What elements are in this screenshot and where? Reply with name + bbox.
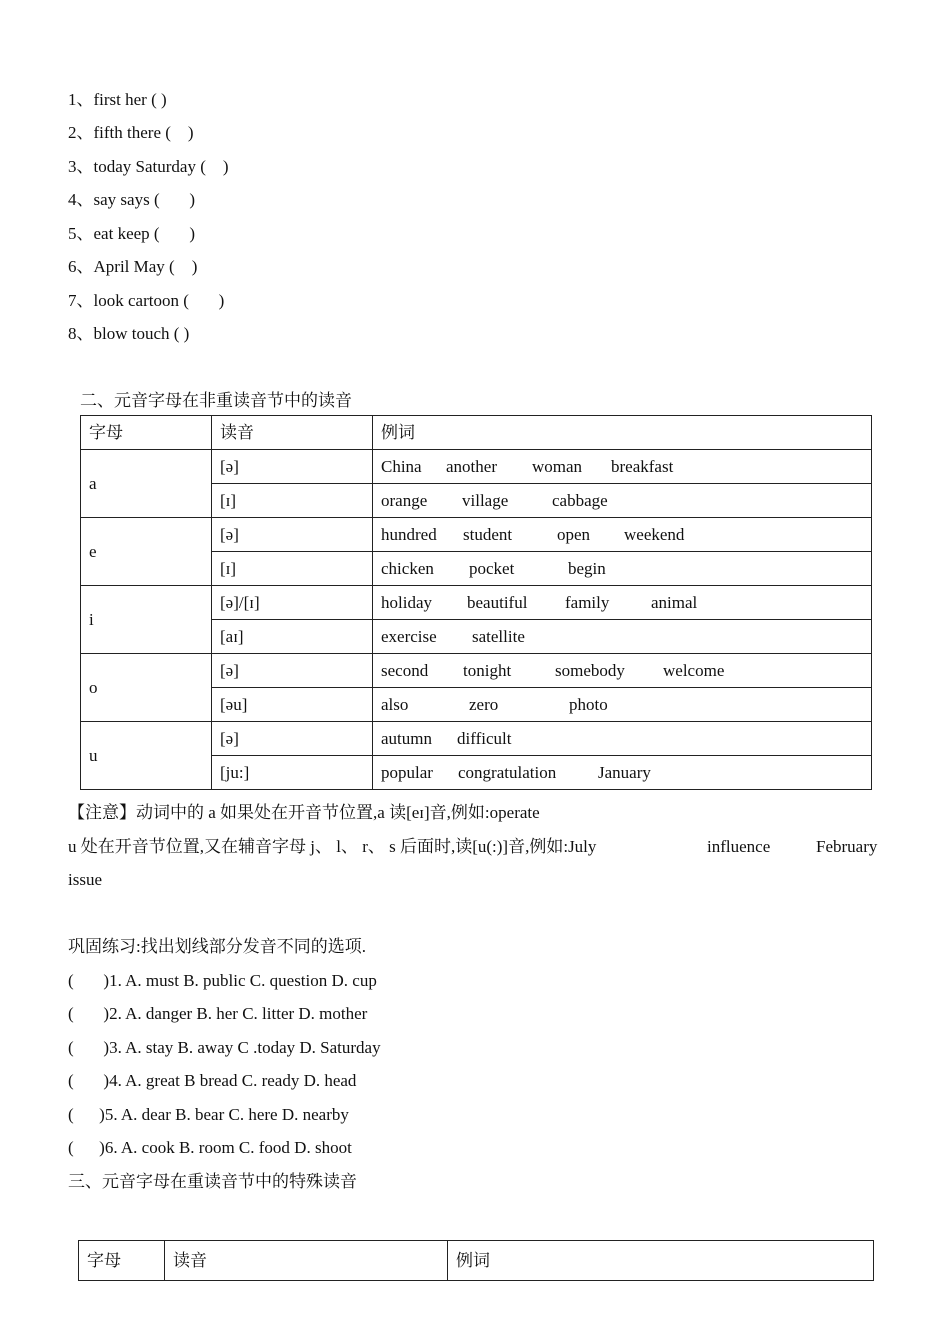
practice-item: ( )4. A. great B bread C. ready D. head [68, 1071, 357, 1090]
table-header-row [79, 1241, 874, 1281]
letter-cell: e [81, 518, 212, 586]
example-word: beautiful [467, 592, 528, 612]
table-row [81, 654, 872, 688]
example-word: cabbage [552, 490, 608, 510]
letter-cell: u [81, 722, 212, 790]
example-word: hundred [381, 524, 437, 544]
header-examples: 例词 [448, 1241, 874, 1281]
examples-cell [373, 484, 872, 518]
example-word: begin [568, 558, 606, 578]
example-word: China [381, 456, 422, 476]
note-line-1: 【注意】动词中的 a 如果处在开音节位置,a 读[eɪ]音,例如:operate [68, 803, 540, 822]
exercise1-item: 3、today Saturday ( ) [68, 157, 229, 176]
exercise1-item: 6、April May ( ) [68, 257, 198, 276]
header-sound: 读音 [212, 416, 373, 450]
sound-cell: [ə] [212, 450, 373, 484]
section2-title: 二、元音字母在非重读音节中的读音 [80, 391, 352, 410]
sound-cell: [aɪ] [212, 620, 373, 654]
sound-cell: [ɪ] [212, 552, 373, 586]
table-header-row [81, 416, 872, 450]
sound-cell: [ə] [212, 654, 373, 688]
sound-cell: [ɪ] [212, 484, 373, 518]
practice-item: ( )1. A. must B. public C. question D. cup [68, 971, 377, 990]
example-word: exercise [381, 626, 437, 646]
table-row [81, 450, 872, 484]
examples-cell [373, 654, 872, 688]
note-line-3: issue [68, 870, 102, 889]
note-word: influence [707, 837, 771, 856]
table-row [81, 722, 872, 756]
exercise1-item: 7、look cartoon ( ) [68, 291, 225, 310]
letter-cell: o [81, 654, 212, 722]
examples-cell [373, 450, 872, 484]
vowel-unstressed-table [80, 415, 872, 790]
sound-cell: [ə] [212, 722, 373, 756]
example-word: open [557, 524, 591, 544]
examples-cell [373, 552, 872, 586]
example-word: welcome [663, 660, 725, 680]
example-word: tonight [463, 660, 512, 680]
example-word: another [446, 456, 497, 476]
sound-cell: [ə]/[ɪ] [212, 586, 373, 620]
example-word: student [463, 524, 513, 544]
examples-cell [373, 586, 872, 620]
exercise1-item: 5、eat keep ( ) [68, 224, 195, 243]
example-word: weekend [624, 524, 685, 544]
example-word: second [381, 660, 429, 680]
example-word: breakfast [611, 456, 674, 476]
example-word: difficult [457, 728, 512, 748]
examples-cell [373, 722, 872, 756]
examples-cell [373, 688, 872, 722]
examples-cell [373, 756, 872, 790]
example-word: holiday [381, 592, 432, 612]
example-word: animal [651, 592, 698, 612]
example-word: autumn [381, 728, 432, 748]
exercise1-item: 8、blow touch ( ) [68, 324, 190, 343]
exercise1-item: 4、say says ( ) [68, 190, 196, 209]
example-word: village [462, 490, 509, 510]
exercise1-item: 1、first her ( ) [68, 90, 167, 109]
note-word: February [816, 837, 878, 856]
header-letter: 字母 [81, 416, 212, 450]
sound-cell: [ə] [212, 518, 373, 552]
letter-cell: i [81, 586, 212, 654]
vowel-stressed-special-table [78, 1240, 874, 1281]
example-word: family [565, 592, 610, 612]
header-examples: 例词 [373, 416, 872, 450]
example-word: somebody [555, 660, 625, 680]
header-letter: 字母 [79, 1241, 165, 1281]
example-word: also [381, 694, 409, 714]
practice-item: ( )5. A. dear B. bear C. here D. nearby [68, 1105, 349, 1124]
sound-cell: [ju:] [212, 756, 373, 790]
practice-item: ( )6. A. cook B. room C. food D. shoot [68, 1138, 352, 1157]
example-word: congratulation [458, 762, 557, 782]
section3-title: 三、元音字母在重读音节中的特殊读音 [68, 1172, 357, 1191]
example-word: January [598, 762, 651, 782]
example-word: pocket [469, 558, 515, 578]
header-sound: 读音 [165, 1241, 448, 1281]
practice-item: ( )2. A. danger B. her C. litter D. mother [68, 1004, 368, 1023]
example-word: satellite [472, 626, 525, 646]
sound-cell: [əu] [212, 688, 373, 722]
table-row [81, 518, 872, 552]
exercise1-item: 2、fifth there ( ) [68, 123, 194, 142]
note-line-2: u 处在开音节位置,又在辅音字母 j、 l、 r、 s 后面时,读[u(:)]音,例如:July [68, 837, 597, 856]
practice-title: 巩固练习:找出划线部分发音不同的选项. [68, 937, 366, 956]
practice-item: ( )3. A. stay B. away C .today D. Saturday [68, 1038, 381, 1057]
examples-cell [373, 620, 872, 654]
example-word: photo [569, 694, 608, 714]
example-word: woman [532, 456, 583, 476]
example-word: orange [381, 490, 428, 510]
letter-cell: a [81, 450, 212, 518]
example-word: chicken [381, 558, 434, 578]
example-word: zero [469, 694, 499, 714]
table-row [81, 586, 872, 620]
example-word: popular [381, 762, 433, 782]
examples-cell [373, 518, 872, 552]
